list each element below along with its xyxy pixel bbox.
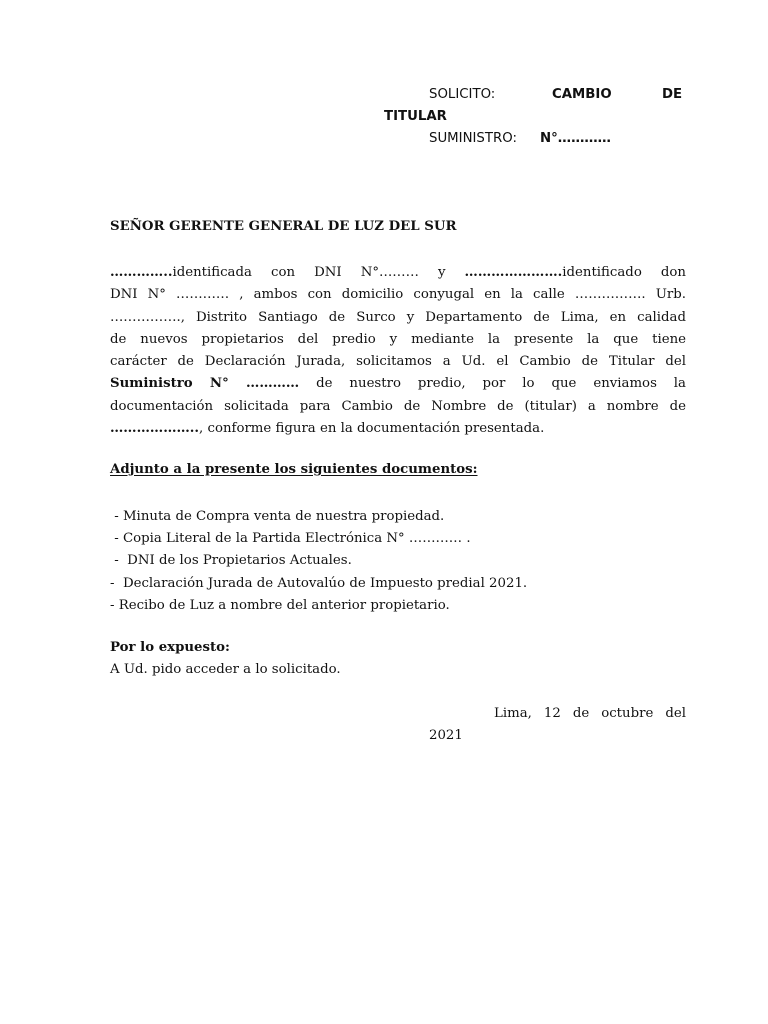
body-paragraph	[110, 262, 686, 440]
list-item: - DNI de los Propietarios Actuales.	[110, 553, 352, 569]
body-line-1-text: identificada con DNI N°……… y	[172, 265, 465, 280]
body-line-2: DNI N° ………… , ambos con domicilio conyugal en la calle ……………. Urb.	[110, 287, 686, 303]
list-item: - Declaración Jurada de Autovalúo de Impuesto predial 2021.	[110, 575, 528, 591]
body-line-8-text: , conforme figura en la documentación presentada.	[199, 421, 545, 437]
blank-name-1: …………..	[110, 265, 173, 280]
blank-name-2: ………………….	[464, 265, 563, 280]
list-item: - Recibo de Luz a nombre del anterior propietario.	[110, 597, 450, 613]
solicito-label: SOLICITO:	[429, 87, 496, 102]
suministro-value: N°…………	[540, 131, 611, 146]
body-line-1-end: identificado don	[562, 265, 686, 280]
body-line-5: carácter de Declaración Jurada, solicitamos a Ud. el Cambio de Titular del	[110, 354, 686, 370]
solicito-word-3: TITULAR	[384, 109, 447, 124]
closing-heading: Por lo expuesto:	[110, 640, 230, 655]
attachments-list	[110, 506, 686, 617]
list-item: - Copia Literal de la Partida Electrónica N° ………… .	[110, 531, 471, 547]
closing-text: A Ud. pido acceder a lo solicitado.	[110, 662, 341, 677]
body-line-6	[110, 373, 686, 395]
body-line-1	[110, 262, 686, 284]
body-line-6-text: de nuestro predio, por lo que enviamos la	[299, 376, 686, 392]
solicito-word-1: CAMBIO	[552, 87, 612, 102]
body-line-4: de nuevos propietarios del predio y mediante la presente la que tiene	[110, 331, 686, 347]
salutation: SEÑOR GERENTE GENERAL DE LUZ DEL SUR	[110, 219, 457, 234]
solicito-word-2: DE	[662, 87, 683, 102]
attachments-heading: Adjunto a la presente los siguientes documentos:	[110, 462, 478, 477]
suministro-label: SUMINISTRO:	[429, 131, 517, 146]
blank-titular: ………………..	[110, 421, 200, 437]
signature-date-line-1: Lima, 12 de octubre del	[494, 706, 686, 721]
body-line-3: ……………., Distrito Santiago de Surco y Departamento de Lima, en calidad	[110, 309, 686, 325]
list-item: - Minuta de Compra venta de nuestra propiedad.	[110, 509, 445, 524]
suministro-inline: Suministro N° …………	[110, 376, 300, 392]
signature-date-line-2: 2021	[429, 728, 463, 743]
body-line-8	[110, 418, 686, 440]
body-line-7: documentación solicitada para Cambio de Nombre de (titular) a nombre de	[110, 398, 686, 414]
